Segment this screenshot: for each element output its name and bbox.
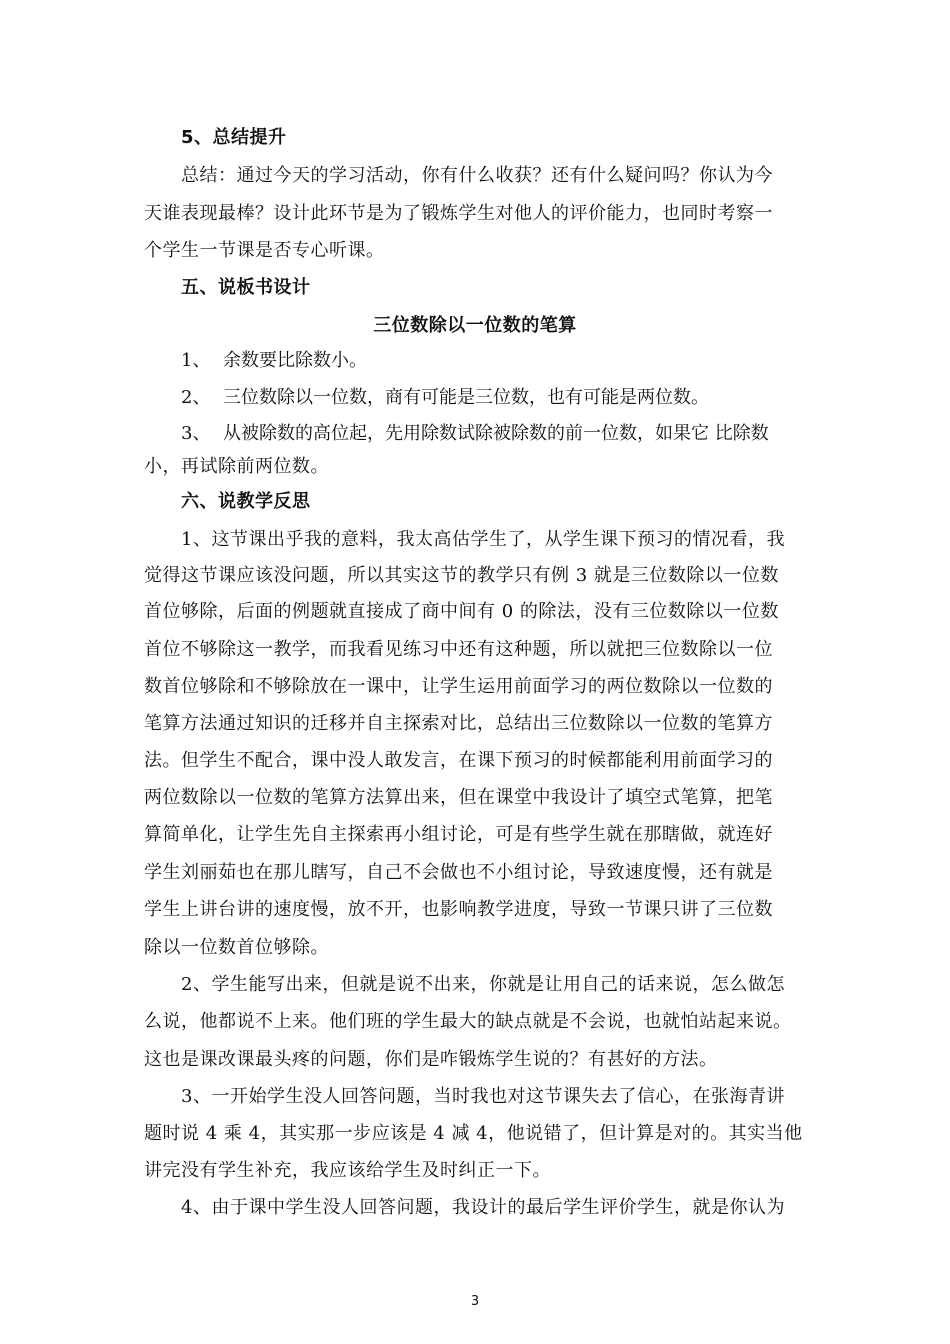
reflection-p1-line: 学生上讲台讲的速度慢，放不开，也影响教学进度，导致一节课只讲了三位数: [144, 899, 773, 920]
heading-board-design: 五、说板书设计: [181, 277, 311, 298]
heading-summary: 5、总结提升: [181, 127, 287, 148]
reflection-p1-line: 两位数除以一位数的笔算方法算出来，但在课堂中我设计了填空式笔算，把笔: [144, 787, 773, 808]
reflection-p1-line: 法。但学生不配合，课中没人敢发言，在课下预习的时候都能利用前面学习的: [144, 750, 773, 771]
reflection-p3-line: 题时说 4 乘 4，其实那一步应该是 4 减 4，他说错了，但计算是对的。其实当他: [144, 1123, 803, 1144]
page-number: 3: [470, 1294, 480, 1309]
summary-line-2: 天谁表现最棒？设计此环节是为了锻炼学生对他人的评价能力，也同时考察一: [144, 203, 773, 224]
reflection-p2-line: 么说，他都说不上来。他们班的学生最大的缺点就是不会说，也就怕站起来说。: [144, 1011, 792, 1032]
board-item-3-continued: 小，再试除前两位数。: [144, 456, 329, 477]
board-item-number: 1、: [181, 350, 211, 371]
reflection-p2-line: 2、学生能写出来，但就是说不出来，你就是让用自己的话来说，怎么做怎: [181, 974, 785, 995]
heading-reflection: 六、说教学反思: [181, 491, 311, 512]
board-item-number: 3、: [181, 423, 211, 444]
reflection-p1-line: 数首位够除和不够除放在一课中，让学生运用前面学习的两位数除以一位数的: [144, 676, 773, 697]
reflection-p1-line: 首位不够除这一教学，而我看见练习中还有这种题，所以就把三位数除以一位: [144, 639, 773, 660]
reflection-p1-line: 1、这节课出乎我的意料，我太高估学生了，从学生课下预习的情况看，我: [181, 529, 785, 550]
board-item-text: 三位数除以一位数，商有可能是三位数，也有可能是两位数。: [223, 387, 709, 408]
reflection-p3-line: 3、一开始学生没人回答问题，当时我也对这节课失去了信心，在张海青讲: [181, 1086, 785, 1107]
reflection-p1-line: 算简单化，让学生先自主探索再小组讨论，可是有些学生就在那瞎做，就连好: [144, 824, 773, 845]
summary-line-1: 总结：通过今天的学习活动，你有什么收获？还有什么疑问吗？你认为今: [181, 165, 773, 186]
reflection-p1-line: 笔算方法通过知识的迁移并自主探索对比，总结出三位数除以一位数的笔算方: [144, 713, 773, 734]
board-item-2: [181, 386, 709, 410]
reflection-p2-line: 这也是课改课最头疼的问题，你们是咋锻炼学生说的？有甚好的方法。: [144, 1049, 718, 1070]
board-item-text: 从被除数的高位起，先用除数试除被除数的前一位数，如果它 比除数: [223, 423, 769, 444]
reflection-p1-line: 学生刘丽茹也在那儿瞎写，自己不会做也不小组讨论，导致速度慢，还有就是: [144, 862, 773, 883]
reflection-p3-line: 讲完没有学生补充，我应该给学生及时纠正一下。: [144, 1160, 551, 1181]
board-item-text: 余数要比除数小。: [223, 350, 367, 371]
board-item-1: [181, 349, 367, 373]
board-item-number: 2、: [181, 387, 211, 408]
board-title: 三位数除以一位数的笔算: [373, 315, 577, 336]
board-item-3: [181, 422, 769, 446]
summary-line-3: 个学生一节课是否专心听课。: [144, 240, 385, 261]
reflection-p1-line: 除以一位数首位够除。: [144, 937, 329, 958]
reflection-p4-line: 4、由于课中学生没人回答问题，我设计的最后学生评价学生，就是你认为: [181, 1197, 785, 1218]
reflection-p1-line: 觉得这节课应该没问题，所以其实这节的教学只有例 3 就是三位数除以一位数: [144, 565, 779, 586]
reflection-p1-line: 首位够除，后面的例题就直接成了商中间有 0 的除法，没有三位数除以一位数: [144, 601, 779, 622]
